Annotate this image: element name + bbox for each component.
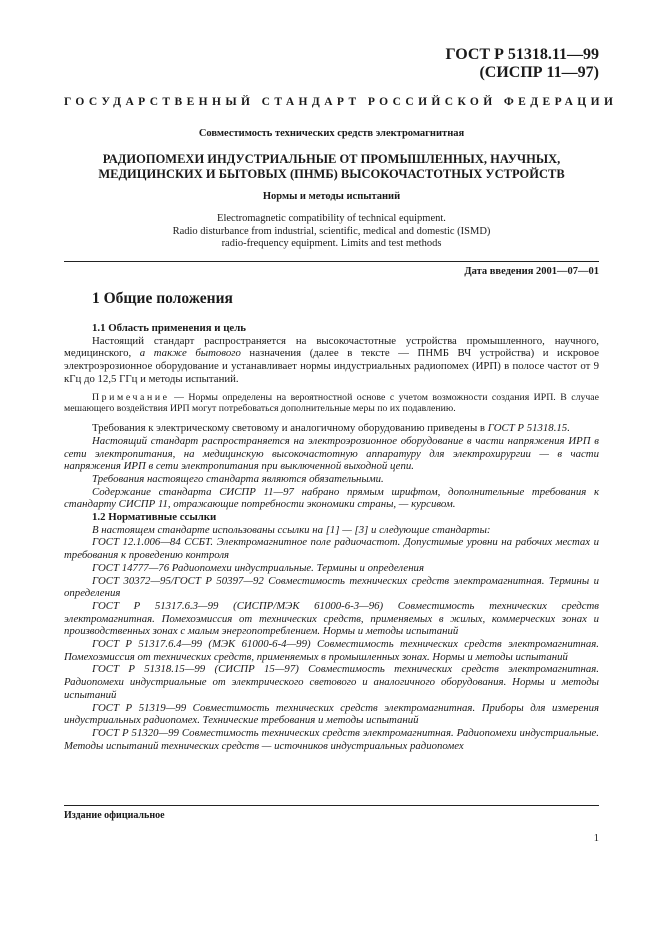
cispr-number: (СИСПР 11—97) <box>479 64 599 81</box>
section-heading: 1 Общие положения <box>92 290 233 307</box>
subtitle: Нормы и методы испытаний <box>262 191 401 202</box>
english-title <box>64 213 599 251</box>
lighting-paragraph: Требования к электрическому световому и аналогичному оборудованию приведены в ГОСТ Р 51318.15. <box>92 422 570 435</box>
electroerosion-paragraph: Настоящий стандарт распространяется на электроэрозионное оборудование в части напряжения ИРП в сети электропитания, на медицинскую высокочастотную аппаратуру для электрохирургии — в части напряжения ИРП в сети электропитания при выключенной выходной цепи. <box>64 434 599 473</box>
reference-item: ГОСТ Р 51317.6.4—99 (МЭК 61000-6-4—99) Совместимость технических средств электромагнитная. Помехоэмиссия от технических средств, применяемых в промышленных зонах. Нормы и методы испытаний <box>64 638 599 663</box>
reference-item: ГОСТ 14777—76 Радиопомехи индустриальные. Термины и определения <box>92 561 424 574</box>
note-label: Примечание <box>92 391 170 403</box>
english-title-line-1: Electromagnetic compatibility of technical equipment. <box>217 213 446 224</box>
group-title: Совместимость технических средств электромагнитная <box>198 128 465 139</box>
typography-paragraph: Содержание стандарта СИСПР 11—97 набрано прямым шрифтом, дополнительные требования к стандарту СИСПР 11, отражающие потребности экономики страны, — курсивом. <box>64 485 599 511</box>
main-title-line-2: МЕДИЦИНСКИХ И БЫТОВЫХ (ПНМБ) ВЫСОКОЧАСТОТНЫХ УСТРОЙСТВ <box>98 167 565 181</box>
subsection-heading: 1.2 Нормативные ссылки <box>92 511 217 524</box>
page-number: 1 <box>593 833 599 844</box>
official-edition-label: Издание официальное <box>64 810 165 821</box>
gost-number: ГОСТ Р 51318.11—99 <box>445 46 599 63</box>
title-divider <box>64 261 599 262</box>
reference-item: ГОСТ 12.1.006—84 ССБТ. Электромагнитное поле радиочастот. Допустимые уровни на рабочих местах и требования к проведению контроля <box>64 536 599 562</box>
footer-divider <box>64 805 599 806</box>
reference-item: ГОСТ Р 51318.15—99 (СИСПР 15—97) Совместимость технических средств электромагнитная. Радиопомехи индустриальные от электрического светового и аналогичного оборудования. Нормы и методы испытаний <box>64 663 599 701</box>
body-text <box>64 322 599 752</box>
subsection-heading: 1.1 Область применения и цель <box>92 322 246 334</box>
main-title <box>64 152 599 182</box>
reference-item: В настоящем стандарте использованы ссылки на [1] — [3] и следующие стандарты: <box>92 523 491 536</box>
gost-designation <box>445 46 599 82</box>
effective-date: Дата введения 2001—07—01 <box>464 266 599 277</box>
note-text: — Нормы определены на вероятностной основе с учетом возможности создания ИРП. В случае мешающего воздействия ИРП могут потребоваться дополнительные меры по их подавлению. <box>64 391 599 415</box>
state-standard-heading: ГОСУДАРСТВЕННЫЙ СТАНДАРТ РОССИЙСКОЙ ФЕДЕРАЦИИ <box>64 96 618 108</box>
mandatory-paragraph: Требования настоящего стандарта являются обязательными. <box>92 472 384 485</box>
english-title-line-2: Radio disturbance from industrial, scientific, medical and domestic (ISMD) <box>172 225 491 237</box>
reference-item: ГОСТ Р 51319—99 Совместимость технических средств электромагнитная. Приборы для измерения индустриальных радиопомех. Технические требования и методы испытаний <box>64 701 599 727</box>
reference-item: ГОСТ Р 51320—99 Совместимость технических средств электромагнитная. Радиопомехи индустриальные. Методы испытаний технических средств — источников индустриальных радиопомех <box>64 726 599 752</box>
note <box>64 392 599 416</box>
english-title-line-3: radio-frequency equipment. Limits and test methods <box>221 238 442 249</box>
scope-paragraph: Настоящий стандарт распространяется на высокочастотные устройства промышленного, научного, медицинского, а также бытового назначения (далее в тексте — ПНМБ ВЧ устройства) и искровое электроэрозионное оборудование и устанавливает нормы индустриальных радиопомех (ИРП) в полосе частот от 9 кГц до 12,5 ГГц и методы испытаний. <box>64 334 600 385</box>
main-title-line-1: РАДИОПОМЕХИ ИНДУСТРИАЛЬНЫЕ ОТ ПРОМЫШЛЕННЫХ, НАУЧНЫХ, <box>102 152 561 166</box>
reference-item: ГОСТ 30372—95/ГОСТ Р 50397—92 Совместимость технических средств электромагнитная. Термины и определения <box>64 574 599 600</box>
reference-item: ГОСТ Р 51317.6.3—99 (СИСПР/МЭК 61000-6-3—96) Совместимость технических средств электромагнитная. Помехоэмиссия от технических средств, применяемых в жилых, коммерческих зонах и производственных зонах с малым энергопотреблением. Нормы и методы испытаний <box>64 599 599 638</box>
